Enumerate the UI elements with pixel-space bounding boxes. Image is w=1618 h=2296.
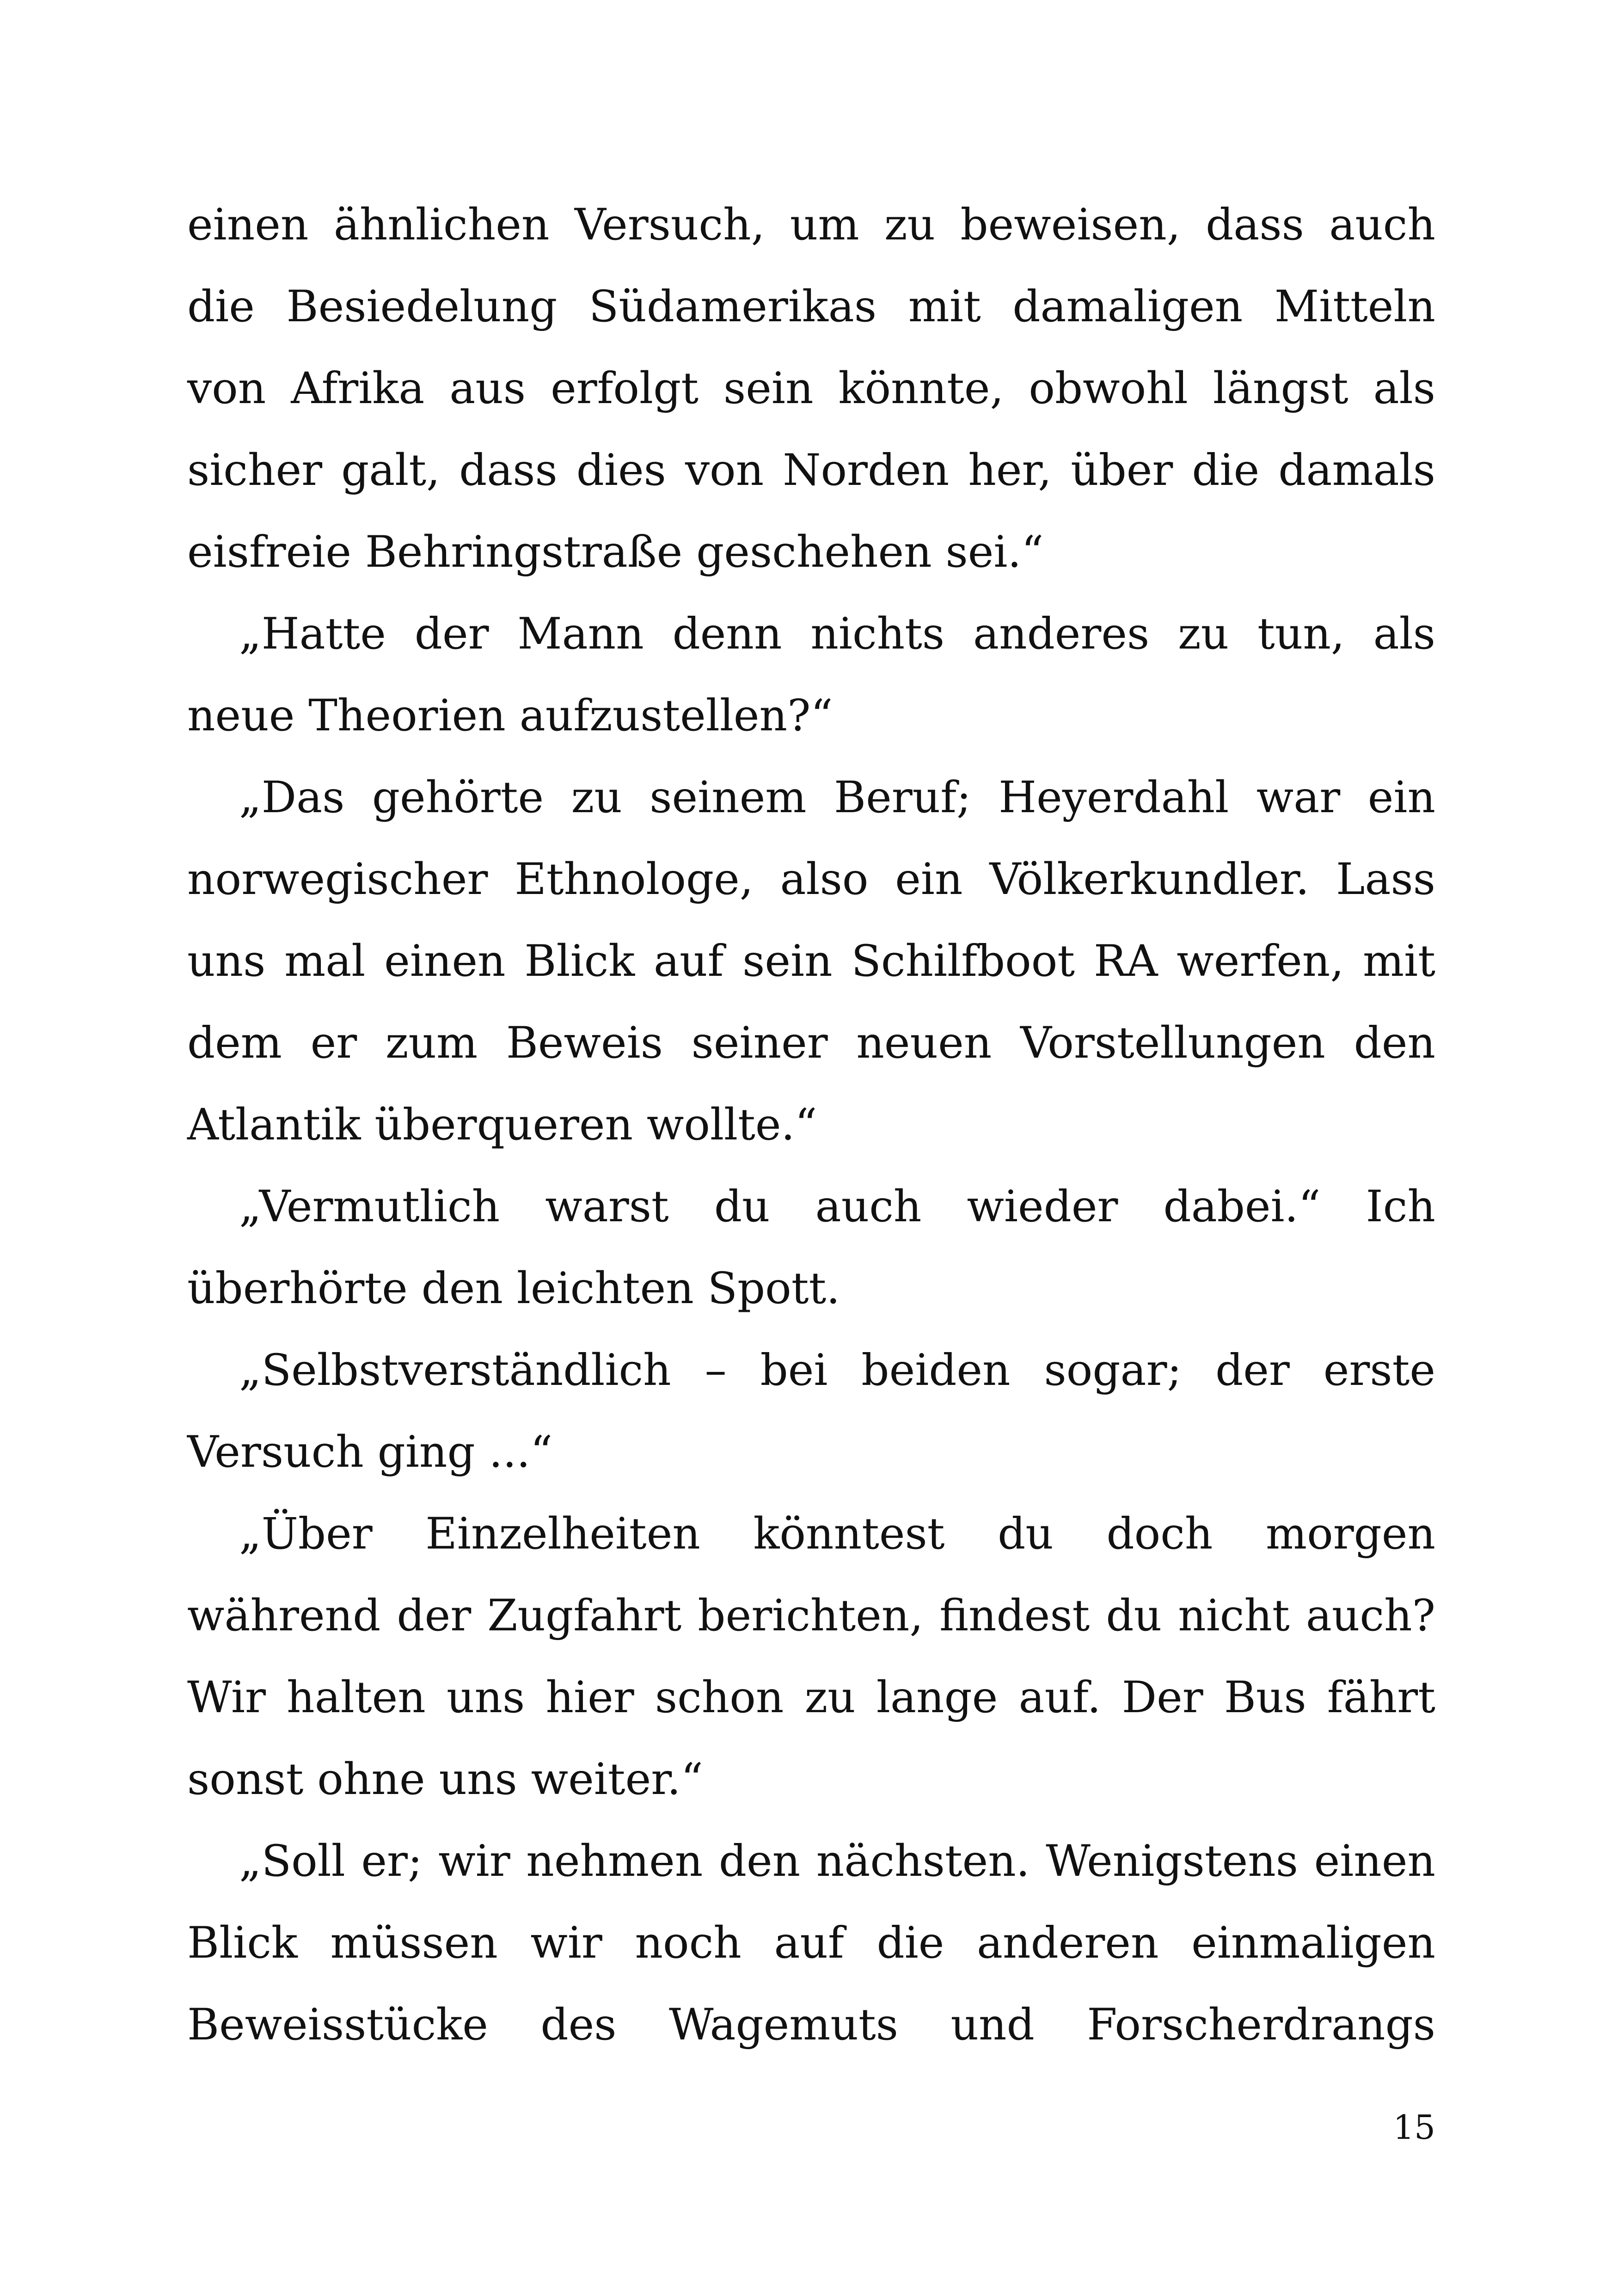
paragraph-6: „Über Einzelheiten könntest du doch morgen während der Zugfahrt berichten, findest du nicht auch? Wir halten uns hier schon zu lange auf. Der Bus fährt sonst ohne uns weiter.“	[187, 1509, 1435, 1805]
paragraph-3: „Das gehörte zu seinem Beruf; Heyerdahl war ein norwegischer Ethnologe, also ein Völkerkundler. Lass uns mal einen Blick auf sein Schilfboot RA werfen, mit dem er zum Beweis seiner neuen Vorstellungen den Atlantik überqueren wollte.“	[187, 772, 1435, 1150]
paragraph-5: „Selbstverständlich – bei beiden sogar; der erste Versuch ging ...“	[187, 1345, 1435, 1477]
paragraph-7: „Soll er; wir nehmen den nächsten. Wenigstens einen Blick müssen wir noch auf die anderen einmaligen Beweisstücke des Wagemuts und Forscherdrangs	[187, 1836, 1435, 2050]
paragraph-4: „Vermutlich warst du auch wieder dabei.“ Ich überhörte den leichten Spott.	[187, 1182, 1435, 1314]
paragraph-1: einen ähnlichen Versuch, um zu beweisen, dass auch die Besiedelung Südamerikas mit damaligen Mitteln von Afrika aus erfolgt sein könnte, obwohl längst als sicher galt, dass dies von Norden her, über die damals eisfreie Behringstraße geschehen sei.“	[187, 200, 1435, 577]
page-number: 15	[1393, 2108, 1435, 2147]
paragraph-2: „Hatte der Mann denn nichts anderes zu tun, als neue Theorien aufzustellen?“	[187, 609, 1435, 741]
body-text	[187, 184, 1435, 2066]
